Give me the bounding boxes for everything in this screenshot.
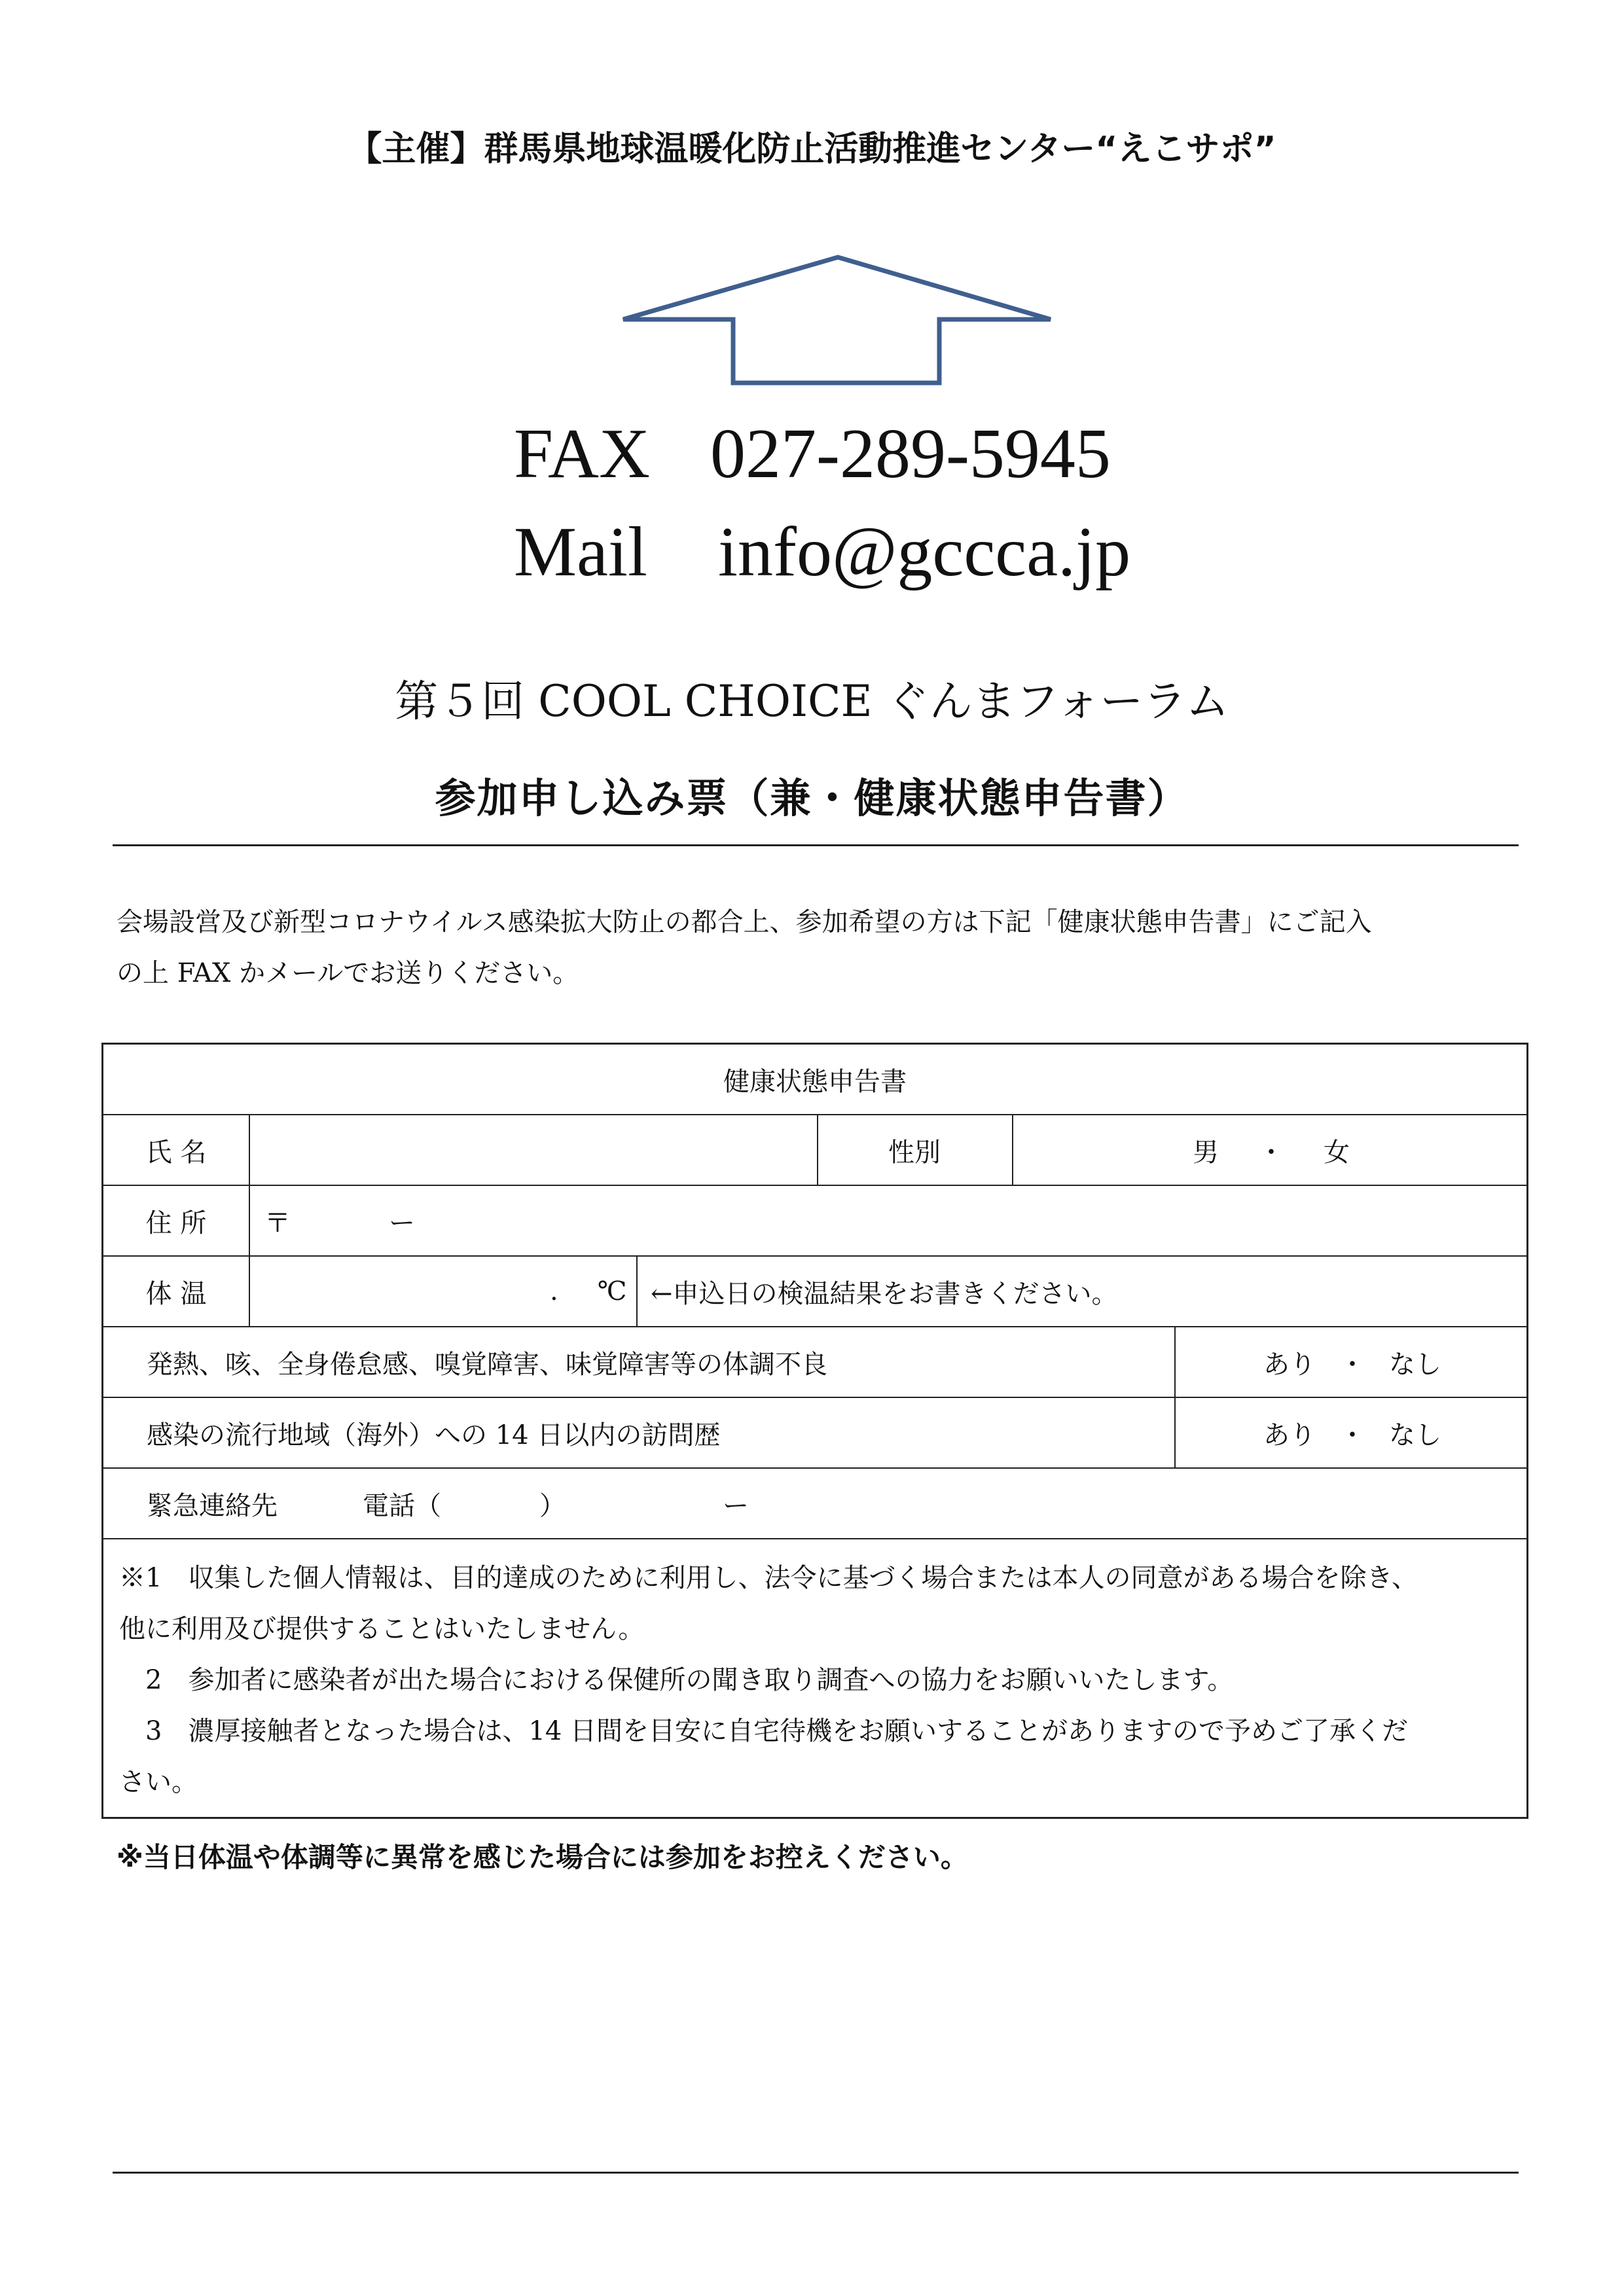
- privacy-notes: [103, 1539, 1526, 1817]
- note-1-line-1: ※1 収集した個人情報は、目的達成のために利用し、法令に基づく場合または本人の同意がある場合を除き、: [119, 1563, 1418, 1593]
- option-separator: ・: [1339, 1420, 1365, 1450]
- temperature-field[interactable]: [249, 1257, 636, 1326]
- name-field[interactable]: [249, 1115, 817, 1185]
- temperature-row: [103, 1257, 1526, 1327]
- postal-dash: ー: [389, 1208, 415, 1238]
- phone-dash: ー: [723, 1490, 749, 1521]
- intro-line-1: 会場設営及び新型コロナウイルス感染拡大防止の都合上、参加希望の方は下記「健康状態申告書」にご記入: [117, 907, 1372, 937]
- table-header: 健康状態申告書: [723, 1066, 907, 1097]
- table-header-row: [103, 1045, 1526, 1115]
- name-row: [103, 1115, 1526, 1186]
- fax-label: FAX: [514, 415, 651, 493]
- symptoms-row: [103, 1327, 1526, 1398]
- travel-options: [1174, 1398, 1530, 1467]
- travel-label: 感染の流行地域（海外）への 14 日以内の訪問歴: [147, 1420, 721, 1450]
- note-3-line-1: 3 濃厚接触者となった場合は、14 日間を目安に自宅待機をお願いすることがありますので予めご了承くだ: [145, 1716, 1409, 1746]
- form-title: 参加申し込み票（兼・健康状態申告書）: [435, 774, 1189, 822]
- temperature-note: ←申込日の検温結果をお書きください。: [651, 1278, 1118, 1309]
- divider: [249, 1186, 250, 1255]
- address-row: [103, 1186, 1526, 1257]
- health-declaration-table: [101, 1043, 1528, 1819]
- mail-label: Mail: [514, 513, 647, 591]
- organizer-line: 【主催】群馬県地球温暖化防止活動推進センター“えこサポ”: [348, 130, 1276, 169]
- option-separator: ・: [1339, 1349, 1365, 1380]
- symptoms-yes-option[interactable]: あり: [1263, 1349, 1316, 1380]
- gender-female-option[interactable]: 女: [1324, 1137, 1350, 1168]
- intro-text: [117, 897, 1517, 999]
- phone-close: ）: [539, 1490, 566, 1521]
- note-1-line-2: 他に利用及び提供することはいたしません。: [119, 1614, 645, 1644]
- travel-yes-option[interactable]: あり: [1263, 1420, 1316, 1450]
- note-3-line-2: さい。: [119, 1767, 198, 1797]
- travel-no-option[interactable]: なし: [1389, 1420, 1441, 1450]
- name-label: 氏 名: [145, 1137, 207, 1168]
- top-divider: [113, 844, 1519, 846]
- gender-male-option[interactable]: 男: [1193, 1137, 1219, 1168]
- temperature-label: 体 温: [145, 1278, 207, 1309]
- address-label: 住 所: [145, 1208, 207, 1238]
- emergency-field[interactable]: [147, 1469, 1508, 1538]
- bottom-note: ※当日体温や体調等に異常を感じた場合には参加をお控えください。: [117, 1841, 968, 1873]
- symptoms-label: 発熱、咳、全身倦怠感、嗅覚障害、味覚障害等の体調不良: [147, 1349, 827, 1380]
- symptoms-options: [1174, 1327, 1530, 1397]
- temperature-decimal: .: [550, 1276, 558, 1306]
- note-2: 2 参加者に感染者が出た場合における保健所の聞き取り調査への協力をお願いいたします。: [145, 1665, 1234, 1695]
- phone-label: 電話（: [363, 1490, 441, 1521]
- temperature-unit: ℃: [597, 1276, 627, 1306]
- gender-options: [1012, 1115, 1530, 1185]
- mail-address: info@gccca.jp: [718, 513, 1131, 591]
- gender-label: 性別: [888, 1137, 941, 1168]
- arrow-up-icon: [615, 252, 1060, 389]
- address-field[interactable]: [264, 1186, 1508, 1255]
- fax-line: [514, 415, 1111, 493]
- postal-mark: 〒: [264, 1208, 291, 1238]
- travel-row: [103, 1398, 1526, 1469]
- event-title: 第５回 COOL CHOICE ぐんまフォーラム: [395, 676, 1229, 726]
- emergency-row: [103, 1469, 1526, 1539]
- symptoms-no-option[interactable]: なし: [1389, 1349, 1441, 1380]
- fax-number: 027-289-5945: [710, 415, 1111, 493]
- divider: [636, 1257, 638, 1326]
- intro-line-2: の上 FAX かメールでお送りください。: [117, 958, 579, 988]
- emergency-label: 緊急連絡先: [147, 1490, 278, 1521]
- bottom-divider: [113, 2172, 1519, 2174]
- mail-line: [514, 513, 1131, 591]
- gender-separator: ・: [1258, 1137, 1284, 1168]
